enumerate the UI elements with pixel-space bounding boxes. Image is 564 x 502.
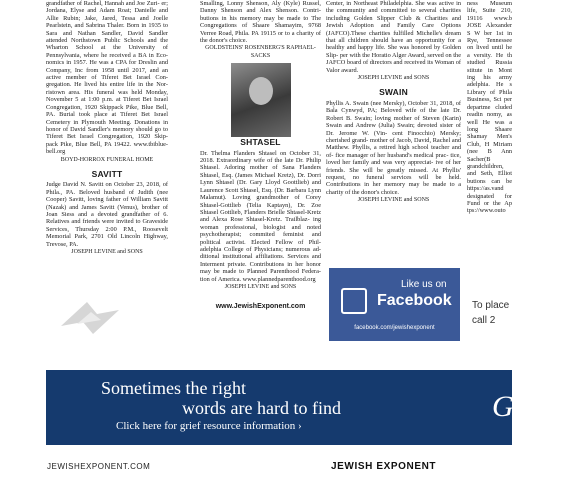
column-4 [467,0,512,215]
grief-resource-banner[interactable] [46,370,564,445]
obituary-heading-swain: SWAIN [379,87,408,98]
savitt-obituary-text: Judge David N. Savitt on October 23, 2018, of Phila., PA. Beloved husband of Judith (nee Cooper) Savitt, loving father of William Savitt (Nazak) and James Savitt (Venus), brother of Joan Siess and a devoted grandfather of 6. Relatives and friends were invited to Graveside Services, Thursday 2:00 P.M., Roosevelt Memorial Park, 2701 Old Lincoln Highway, Trevose, PA. [46,181,168,248]
shtasel-obituary-text: Dr. Thelma Flanders Shtasel on October 31, 2018. Extraordinary wife of the late Dr. Philip Shtasel. Adoring mother of Sana Flanders Shtasel, Esq. (James Michael Kretz), Dr. Dorri Lynn Shtasel (Dr. Gary Lloyd Goottlieb) and Laurence Scott Shtasel, Esq. (Dr. Barbara Lynn Malamut). Loving grandmother of Corey Shtasel-Gottlieb (Telia Kaptayn), Dr. Zoe Shtasel Gottlieb, Flanders Brielle Shtasel-Kretz and Alexa Rose Shtasel-Kretz. Trailblaz- ing woman professional, biologist and noted psychotherapist; commited feminist and political activist. Elected Fellow of Phil- adelphia College of Physicians; numerous ad- ditional institutional affiliations. Services and Interment private. Contributions in her honor may be made to Planned Parenthood Federa- tion of America. www.plannedparenthood.org [200,149,321,283]
facebook-promo[interactable] [329,268,460,341]
footer-site-url: JEWISHEXPONENT.COM [47,462,151,471]
place-ad-notice [472,298,512,328]
funeral-home-signature: GOLDSTEINS' ROSENBERG'S RAPHAEL-SACKS [205,45,316,59]
funeral-home-signature: JOSEPH LEVINE and SONS [224,283,297,290]
publication-logo-mark [57,296,123,338]
obituary-photo [231,63,291,137]
facebook-promo-url[interactable]: facebook.com/jewishexponent [354,325,435,331]
place-ad-line1: To place [472,300,510,311]
funeral-home-signature: JOSEPH LEVINE and SONS [357,75,430,82]
banner-line1: Sometimes the right [101,378,246,398]
funeral-home-signature: BOYD-HORROX FUNERAL HOME [60,156,154,163]
obituary-continuation-text: Center, in Northeast Philadelphia. She was active in the community and committed to several charities including Golden Slipper Club & Charities and Jewish Adoption and Family Care Options (JAFCO).These charities fulfilled Michelle's dream that all children should have an opportunity for a healthy and happy life. She was honored by Golden Slip- per with the Horatio Alger Award, served on the JAFCO board of directors and received its Woman of Valor award. [326,0,461,74]
column-2 [200,0,321,311]
swain-obituary-text: Phyllis A. Swain (nee Mersky), October 31, 2018, of Bala Cynwyd, PA; Beloved wife of the late Dr. Robert B. Swain; loving mother of Steven (Karin) Swain and Andrew (Julia) Swain; devoted sister of Dr. Jerome W. (Vin- cent Finocchio) Mersky; cherished grand- mother of Jacob, David, Rachel and Matthew. Phyllis, a retired high school teacher and of- fice manager of her husband's medical prac- tice, loved her family and was very appreciat- ive of her friends. She will be greatly missed. At Phyllis' request, no funeral services will be held. Contributions in her memory may be made to a charity of the donor's choice. [326,99,461,196]
place-ad-line2: call 2 [472,315,496,326]
funeral-home-signature: JOSEPH LEVINE and SONS [71,249,143,255]
obituary-heading-shtasel: SHTASEL [240,137,281,148]
facebook-promo-line1: Like us on [401,279,447,290]
column-3 [326,0,461,205]
obituary-heading-savitt: SAVITT [91,168,123,179]
obituary-continuation-text: ness Museum life, Suite 210, 19116 www.b JOSE Alexander S W ber 1st in Rye, Tennessee on lived until he a versity. He th studied Russia stitute in Mont ing his army adelphia. He s Library of Phila Business, Sci per departme cluded readin nomy, as well He was a long Shaare Shamay Men's Club, H Miriam (nee B Ann Sacher(B grandchildren, and Seth, Elliot butions can be https://as.vand designated for Fund or the Ap tps://www.outo [467,0,512,215]
thumbs-up-icon [341,288,367,314]
funeral-home-signature: JOSEPH LEVINE and SONS [357,197,430,204]
obituary-continuation-text: Smalling, Lonny Shenson, Aly (Kyle) Russel, Danny Shenson and Alex Shenson. Contri- butions in his memory may be made to The Congregations of Shaare Shamayim, 9768 Verree Road, Phila. PA 19115 or to a charity of the donor's choice. [200,0,321,45]
banner-line2: words are hard to find [182,398,341,418]
banner-brand: Golds [492,390,564,423]
footer-publication-name: JEWISH EXPONENT [331,461,437,472]
facebook-promo-line2: Facebook [377,292,452,309]
website-link[interactable]: www.JewishExponent.com [215,303,306,311]
sandler-obituary-text: grandfather of Rachel, Hannah and Joe Zuri- er; Jordana, Elyse and Adam Roat; Danielle and Allie Rubin; Jake, Jared, Tessa and Joelle Pearlstein, and Sabrina Thaler. Born in 1935 to Sara and Nathan Sandler, David Sandler attended Northstown Public Schools and the Wharton School at the University of Pennsylvania, where he received a BA in Eco- nomics in 1957. He was a CPA for Dreslin and Company, Inc from 1958 until 2017, and an active member of Tiferet Bet Israel Con- gregation. He lived his entire life in the Nor- ristown area. His funeral was held Monday, November 5 at 1:00 p.m. at Tiferet Bet Israel Congregation, 1920 Skippack Pike, Blue Bell, PA. Burial took place at Tiferet Bet Israel Cemetery in Plymouth Meeting. Donations in honor of David Sandler's memory should go to Tiferet Bet Israel Congregation, 1920 Skip- pack Pike, Blue Bell, PA 19422. www.tbiblue- bell.org [46,0,168,156]
banner-link[interactable]: Click here for grief resource information › [116,420,302,432]
column-1 [46,0,168,256]
